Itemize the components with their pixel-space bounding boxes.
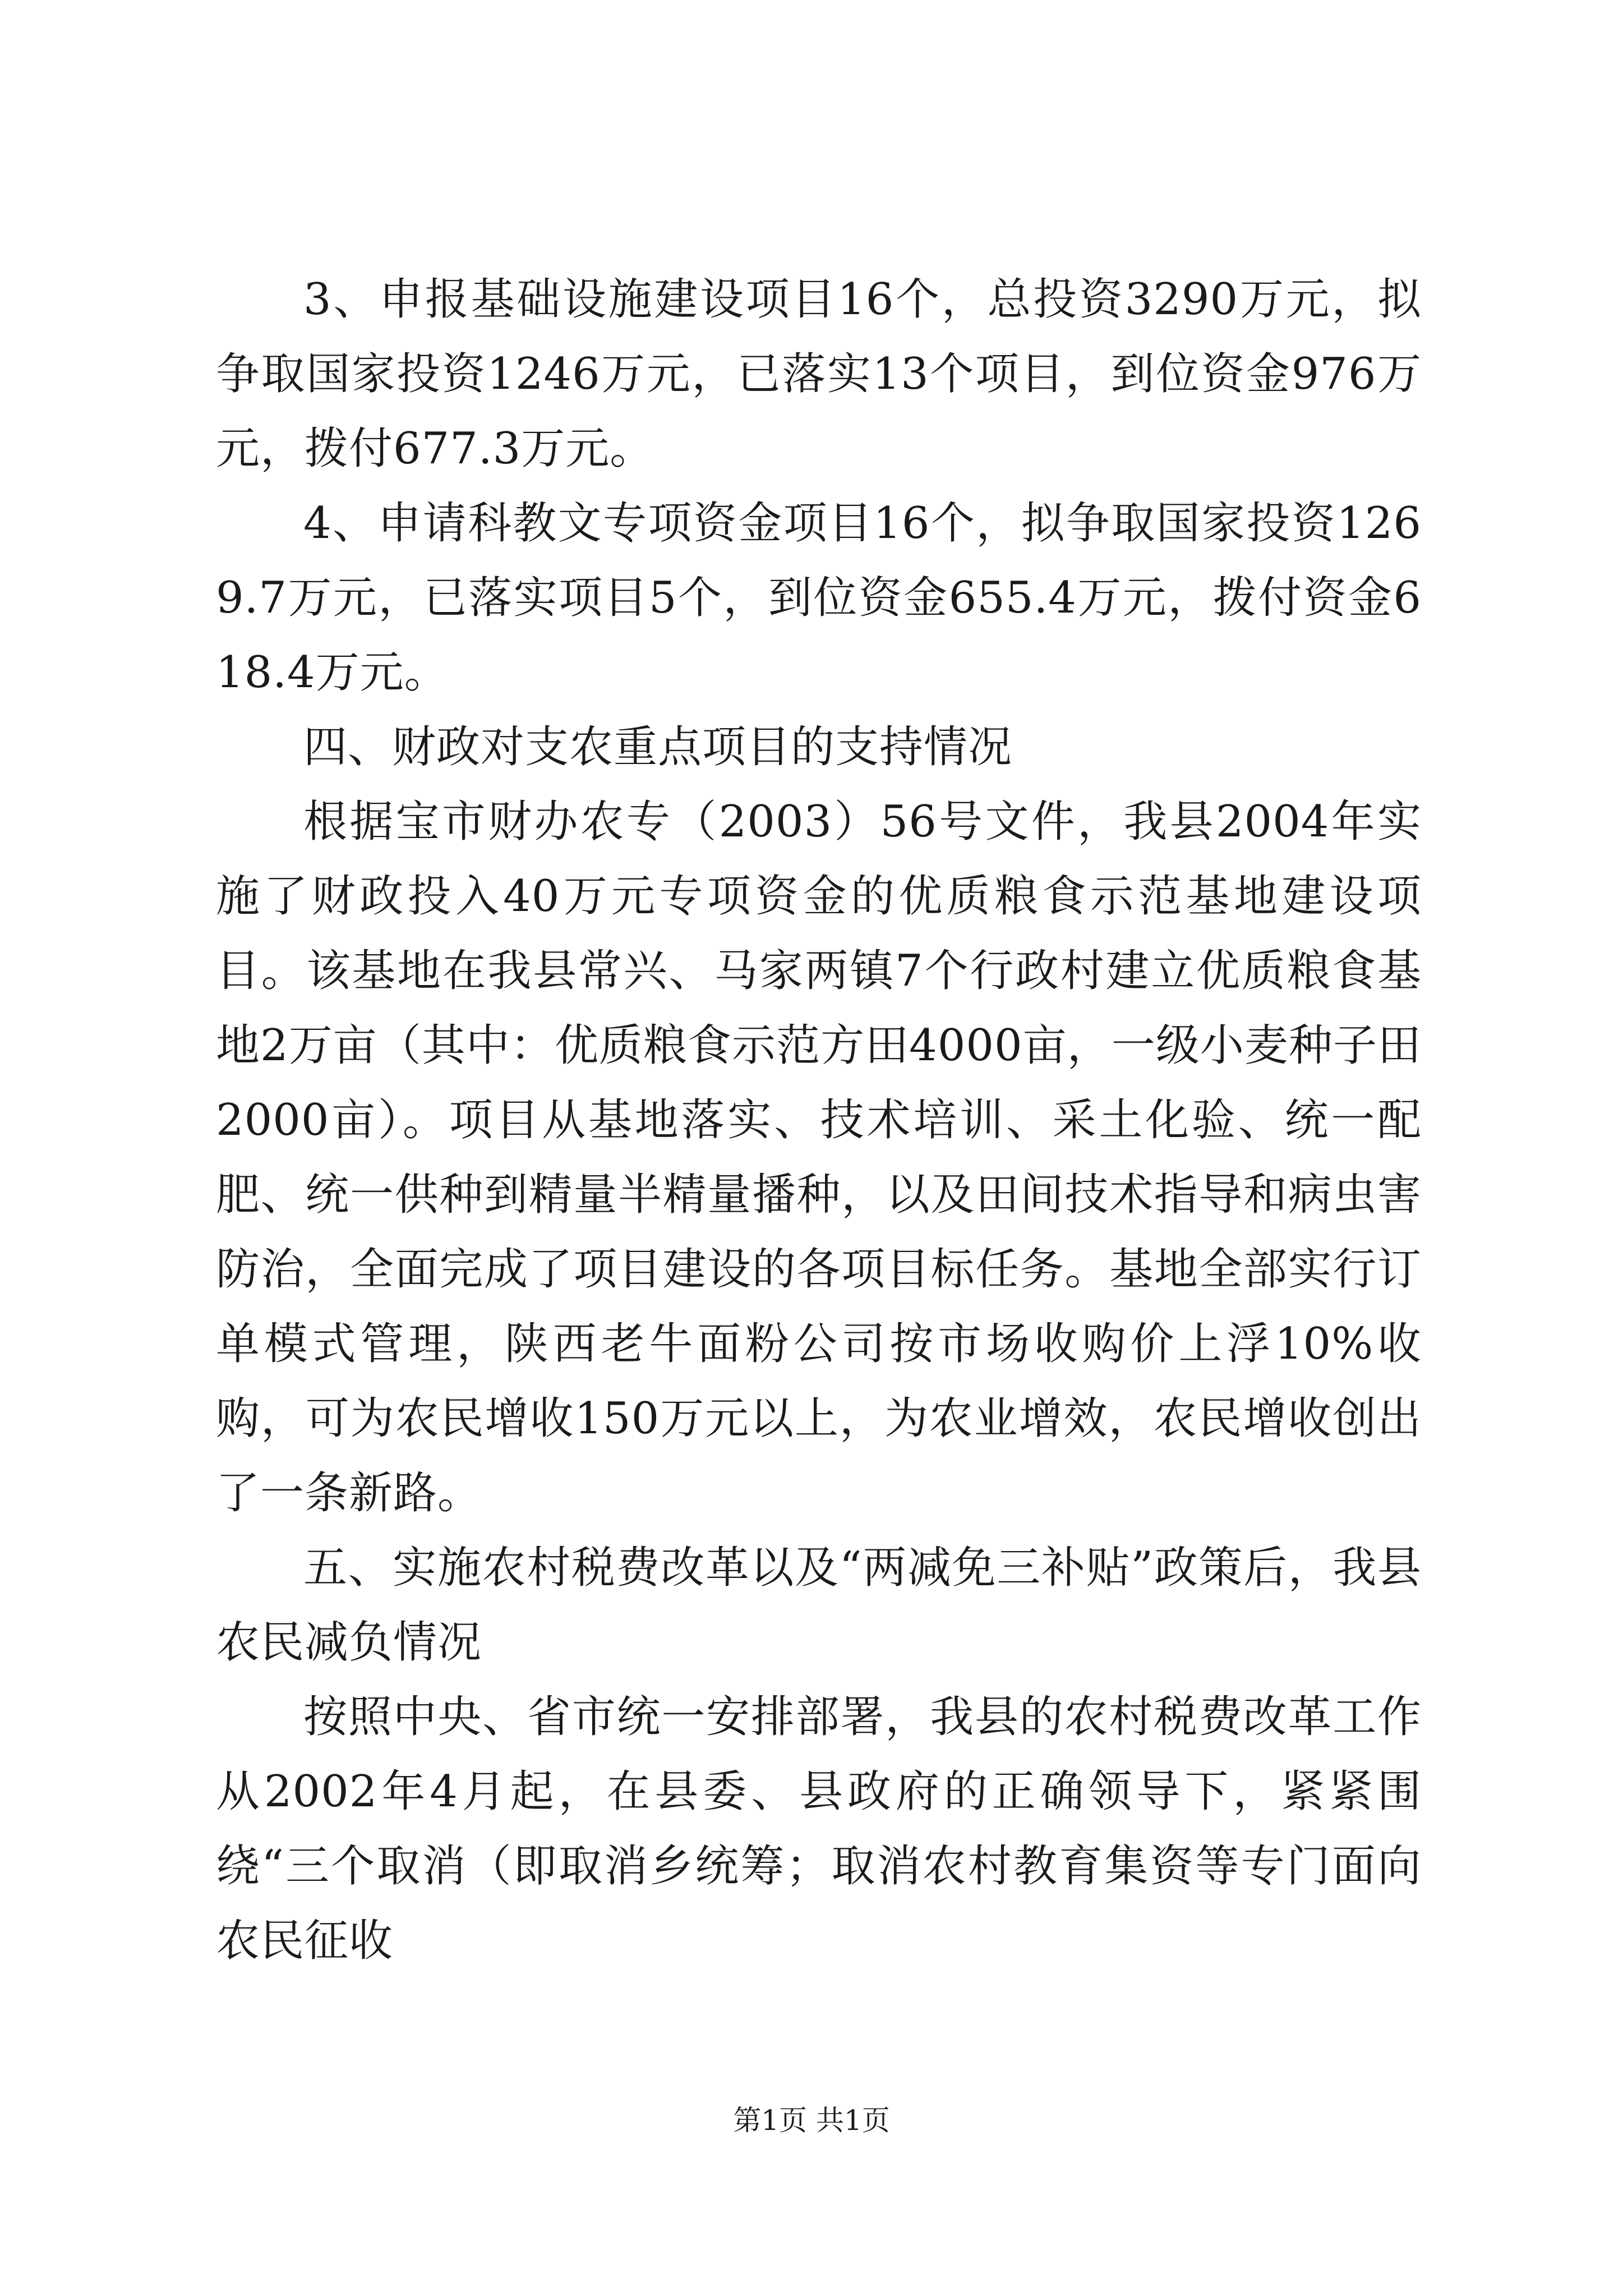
paragraph-science-education-projects: 4、申请科教文专项资金项目16个，拟争取国家投资1269.7万元，已落实项目5个，到位资金655.4万元，拨付资金618.4万元。 [216,498,1422,698]
paragraph-grain-base-project: 根据宝市财办农专（2003）56号文件，我县2004年实施了财政投入40万元专项资金的优质粮食示范基地建设项目。该基地在我县常兴、马家两镇7个行政村建立优质粮食基地2万亩（其中：优质粮食示范方田4000亩，一级小麦种子田2000亩）。项目从基地落实、技术培训、采土化验、统一配肥、统一供种到精量半精量播种，以及田间技术指导和病虫害防治，全面完成了项目建设的各项目标任务。基地全部实行订单模式管理，陕西老牛面粉公司按市场收购价上浮10%收购，可为农民增收150万元以上，为农业增效，农民增收创出了一条新路。 [216,797,1422,1519]
section-heading-four: 四、财政对支农重点项目的支持情况 [303,722,1013,772]
paragraph-tax-reform: 按照中央、省市统一安排部署，我县的农村税费改革工作从2002年4月起，在县委、县政府的正确领导下，紧紧围绕“三个取消（即取消乡统筹；取消农村教育集资等专门面向农民征收 [216,1692,1422,1966]
page-footer: 第1页 共1页 [733,2104,890,2137]
paragraph-infrastructure-projects: 3、申报基础设施建设项目16个，总投资3290万元，拟争取国家投资1246万元，已落实13个项目，到位资金976万元，拨付677.3万元。 [216,274,1422,474]
document-body [216,263,1422,1978]
section-heading-five: 五、实施农村税费改革以及“两减免三补贴”政策后，我县农民减负情况 [216,1543,1422,1668]
